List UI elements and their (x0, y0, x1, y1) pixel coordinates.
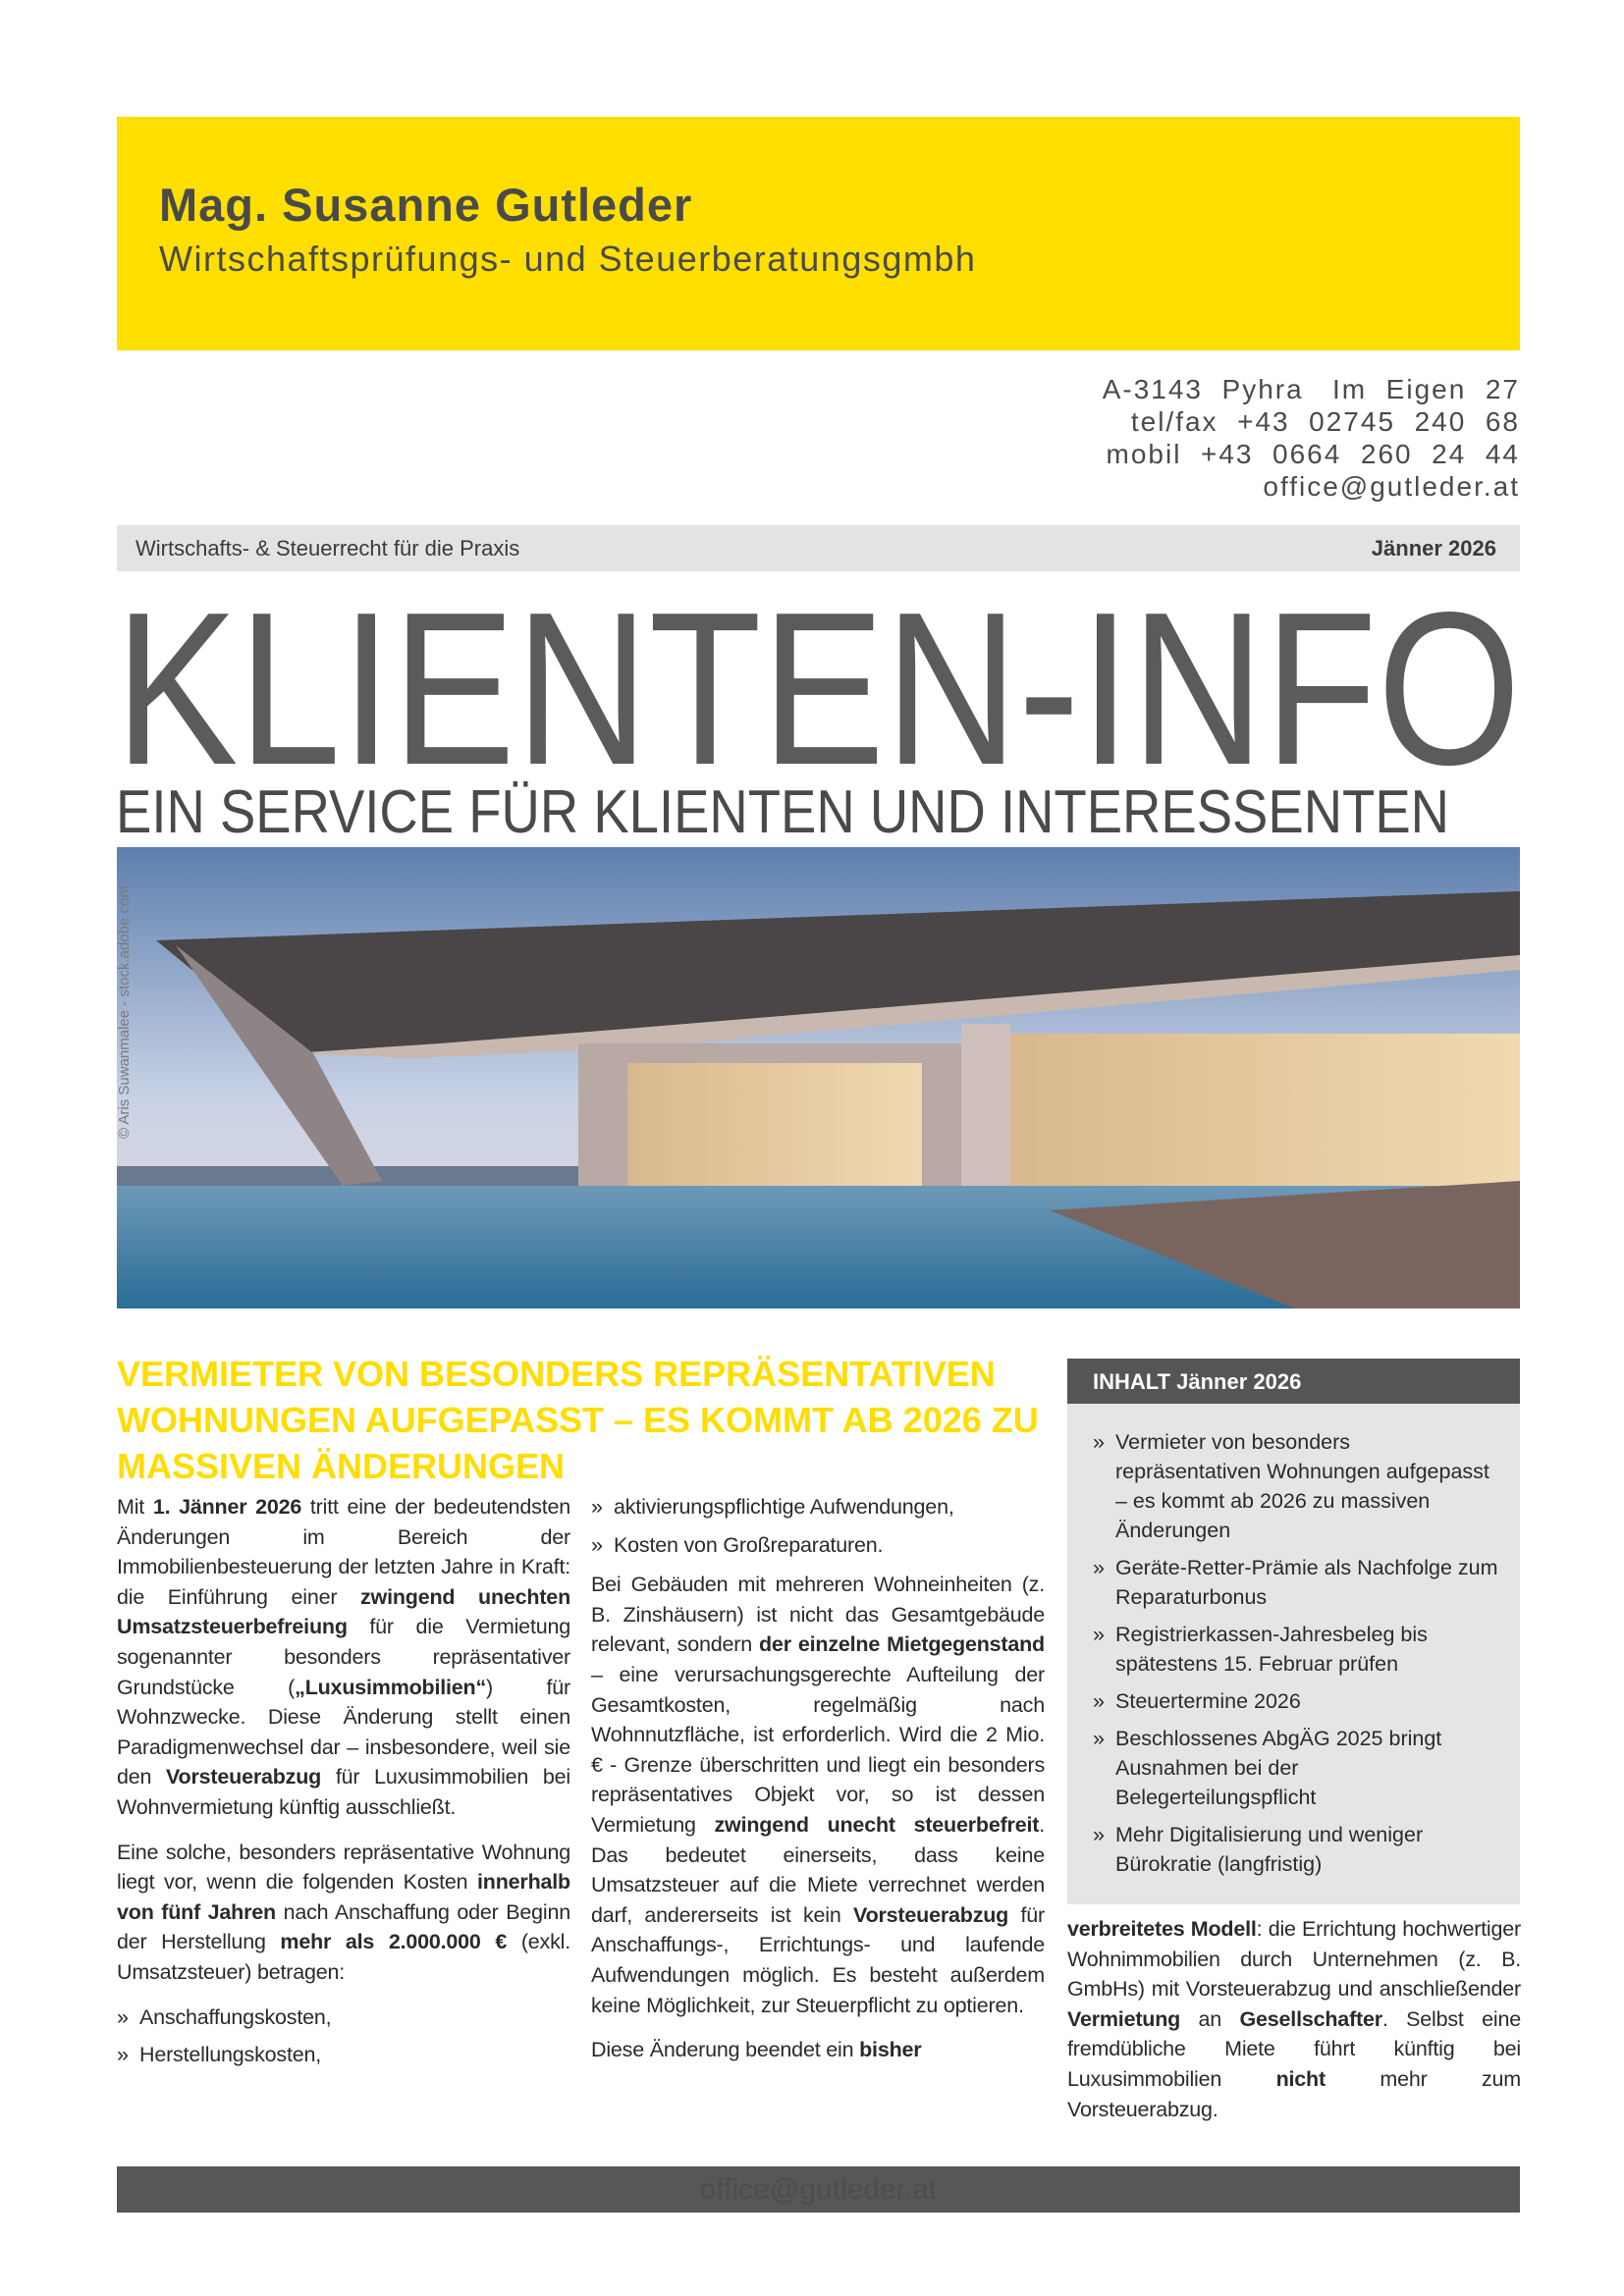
bullet-icon: » (1093, 1727, 1105, 1750)
paragraph (591, 1570, 1045, 2020)
text-run: Bei Gebäuden mit mehreren Wohneinheiten (z. B. Zinshäusern) ist nicht das Gesamtgebäude relevant, sondern (591, 1573, 1045, 1657)
text-run: an (1180, 2006, 1240, 2031)
issue-date: Jänner 2026 (1371, 536, 1496, 561)
list-item-text: Kosten von Großreparaturen. (614, 1532, 884, 1557)
emphasis-text: „Luxusimmobilien“ (295, 1675, 487, 1699)
contents-item-label: Vermieter von besonders repräsentativen Wohnungen aufgepasst – es kommt ab 2026 zu massiven Änderungen (1115, 1430, 1489, 1542)
masthead (113, 589, 1527, 844)
address-line: A-3143 Pyhra Im Eigen 27 (1102, 374, 1520, 404)
contents-box (1067, 1404, 1520, 1904)
email-line: office@gutleder.at (1263, 471, 1520, 502)
contents-item-label: Steuertermine 2026 (1115, 1689, 1301, 1713)
emphasis-text: Gesellschafter (1239, 2006, 1382, 2031)
info-bar-tagline: Wirtschafts- & Steuerrecht für die Praxis (135, 536, 520, 561)
emphasis-text: zwingend unechten Umsatzsteuerbefreiung (117, 1584, 570, 1639)
emphasis-text: Vorsteuerabzug (853, 1902, 1009, 1927)
list-item-text: Herstellungskosten, (139, 2043, 322, 2067)
emphasis-text: verbreitetes Modell (1067, 1917, 1257, 1941)
text-run: Eine solche, besonders repräsentative Wohnung liegt vor, wenn die folgenden Kosten (117, 1840, 570, 1895)
contents-item-label: Registrierkassen-Jahresbeleg bis spätestens 15. Februar prüfen (1115, 1623, 1428, 1676)
text-run: für die Vermietung sogenannter besonders repräsentativer Grundstücke ( (117, 1615, 570, 1699)
contents-item[interactable] (1093, 1724, 1500, 1812)
text-run: nach Anschaffung oder Beginn der Herstellung (117, 1899, 571, 1954)
list-item (591, 1492, 1045, 1522)
text-run: Mit (117, 1495, 153, 1519)
villa-pool-image (117, 847, 1520, 1308)
text-run: – eine verursachungsgerechte Aufteilung der Gesamtkosten, regelmäßig nach Wohnnutzfläche, ist erforderlich. Wird die 2 Mio. € - Grenze überschritten und liegt ein besonders repräsentatives Objekt vor, so ist dessen Vermietung (591, 1662, 1045, 1837)
emphasis-text: innerhalb von fünf Jahren (117, 1870, 570, 1924)
list-item (117, 2002, 570, 2033)
paragraph (591, 2035, 1045, 2065)
paragraph (117, 1838, 570, 1988)
article-column-1 (117, 1492, 570, 2080)
contents-item-label: Geräte-Retter-Prämie als Nachfolge zum Reparaturbonus (1115, 1556, 1498, 1609)
letterhead-banner (117, 117, 1520, 350)
paragraph (1067, 1914, 1521, 2124)
list-item-text: Anschaffungskosten, (139, 2004, 332, 2029)
contents-item-label: Beschlossenes AbgÄG 2025 bringt Ausnahmen bei der Belegerteilungspflicht (1115, 1727, 1442, 1809)
mobile-line: mobil +43 0664 260 24 44 (1106, 439, 1520, 469)
phone-line: tel/fax +43 02745 240 68 (1130, 406, 1520, 437)
contents-title: INHALT Jänner 2026 (1093, 1369, 1302, 1394)
contact-block (1103, 373, 1520, 503)
list-item (591, 1530, 1045, 1561)
photo-credit: © Aris Suwanmalee - stock.adobe.com (116, 885, 133, 1139)
emphasis-text: bisher (859, 2038, 922, 2062)
info-bar (117, 525, 1520, 571)
text-run: mehr zum Vorsteuerabzug. (1067, 2066, 1521, 2121)
emphasis-text: der einzelne Mietgegenstand (759, 1632, 1045, 1657)
text-run: . Das bedeutet einerseits, dass keine Umsatzsteuer auf die Miete verrechnet werden darf, andererseits ist kein (591, 1812, 1045, 1927)
list-item-text: aktivierungspflichtige Aufwendungen, (614, 1495, 954, 1519)
firm-owner-name: Mag. Susanne Gutleder (159, 179, 693, 231)
list-item (117, 2040, 570, 2070)
bullet-list (117, 2002, 570, 2070)
contents-item[interactable] (1093, 1553, 1500, 1612)
contents-item[interactable] (1093, 1820, 1500, 1879)
contents-item[interactable] (1093, 1686, 1500, 1716)
contents-item-label: Mehr Digitalisierung und weniger Bürokratie (langfristig) (1115, 1823, 1424, 1876)
emphasis-text: 1. Jänner 2026 (152, 1495, 302, 1519)
paragraph (117, 1492, 570, 1823)
text-run: Diese Änderung beendet ein (591, 2038, 860, 2062)
footer-email[interactable]: office@gutleder.at (699, 2173, 938, 2206)
bullet-icon: » (1093, 1689, 1105, 1713)
text-run: . Selbst eine fremdübliche Miete führt künftig bei Luxusimmobilien (1067, 2006, 1521, 2091)
masthead-title: KLIENTEN-INFO (115, 589, 1521, 811)
text-run: (exkl. Umsatzsteuer) betragen: (117, 1930, 570, 1984)
contents-item[interactable] (1093, 1620, 1500, 1679)
firm-company-name: Wirtschaftsprüfungs- und Steuerberatungsgmbh (159, 239, 977, 279)
text-run: für Luxusimmobilien bei Wohnvermietung künftig ausschließt. (117, 1765, 571, 1819)
text-run: tritt eine der bedeutendsten Änderungen im Bereich der Immobilienbesteuerung der letzten Jahre in Kraft: die Einführung einer (117, 1495, 570, 1609)
contents-header (1067, 1359, 1520, 1404)
bullet-icon: » (591, 1495, 603, 1519)
cover-photo (117, 847, 1520, 1308)
footer-bar (117, 2166, 1520, 2213)
bullet-icon: » (117, 2043, 129, 2067)
article-column-2 (591, 1492, 1045, 2080)
bullet-icon: » (1093, 1823, 1105, 1846)
emphasis-text: nicht (1275, 2066, 1326, 2091)
emphasis-text: Vermietung (1067, 2006, 1181, 2031)
emphasis-text: mehr als 2.000.000 € (280, 1930, 508, 1954)
article-headline: VERMIETER VON BESONDERS REPRÄSENTATIVEN WOHNUNGEN AUFGEPASST – ES KOMMT AB 2026 ZU MASSIVEN ÄNDERUNGEN (117, 1354, 1039, 1486)
bullet-icon: » (1093, 1623, 1105, 1646)
contents-item[interactable] (1093, 1427, 1500, 1545)
text-run: : die Errichtung hochwertiger Wohnimmobilien durch Unternehmen (z. B. GmbHs) mit Vorsteuerabzug und anschließender (1067, 1917, 1521, 2002)
bullet-icon: » (1093, 1556, 1105, 1579)
article-column-3 (1067, 1914, 1521, 2139)
bullet-icon: » (591, 1532, 603, 1557)
bullet-list (591, 1492, 1045, 1560)
emphasis-text: zwingend unecht steuerbefreit (714, 1812, 1040, 1837)
masthead-subtitle: EIN SERVICE FÜR KLIENTEN UND INTERESSENTEN (116, 778, 1449, 844)
text-run: für Anschaffungs-, Errichtungs- und laufende Aufwendungen möglich. Es besteht außerdem keine Möglichkeit, zur Steuerpflicht zu optieren. (591, 1902, 1046, 2017)
bullet-icon: » (117, 2004, 129, 2029)
emphasis-text: Vorsteuerabzug (166, 1765, 322, 1789)
contents-list (1067, 1404, 1520, 1879)
text-run: ) für Wohnzwecke. Diese Änderung stellt einen Paradigmenwechsel dar – insbesondere, weil sie den (117, 1675, 570, 1789)
bullet-icon: » (1093, 1430, 1105, 1454)
